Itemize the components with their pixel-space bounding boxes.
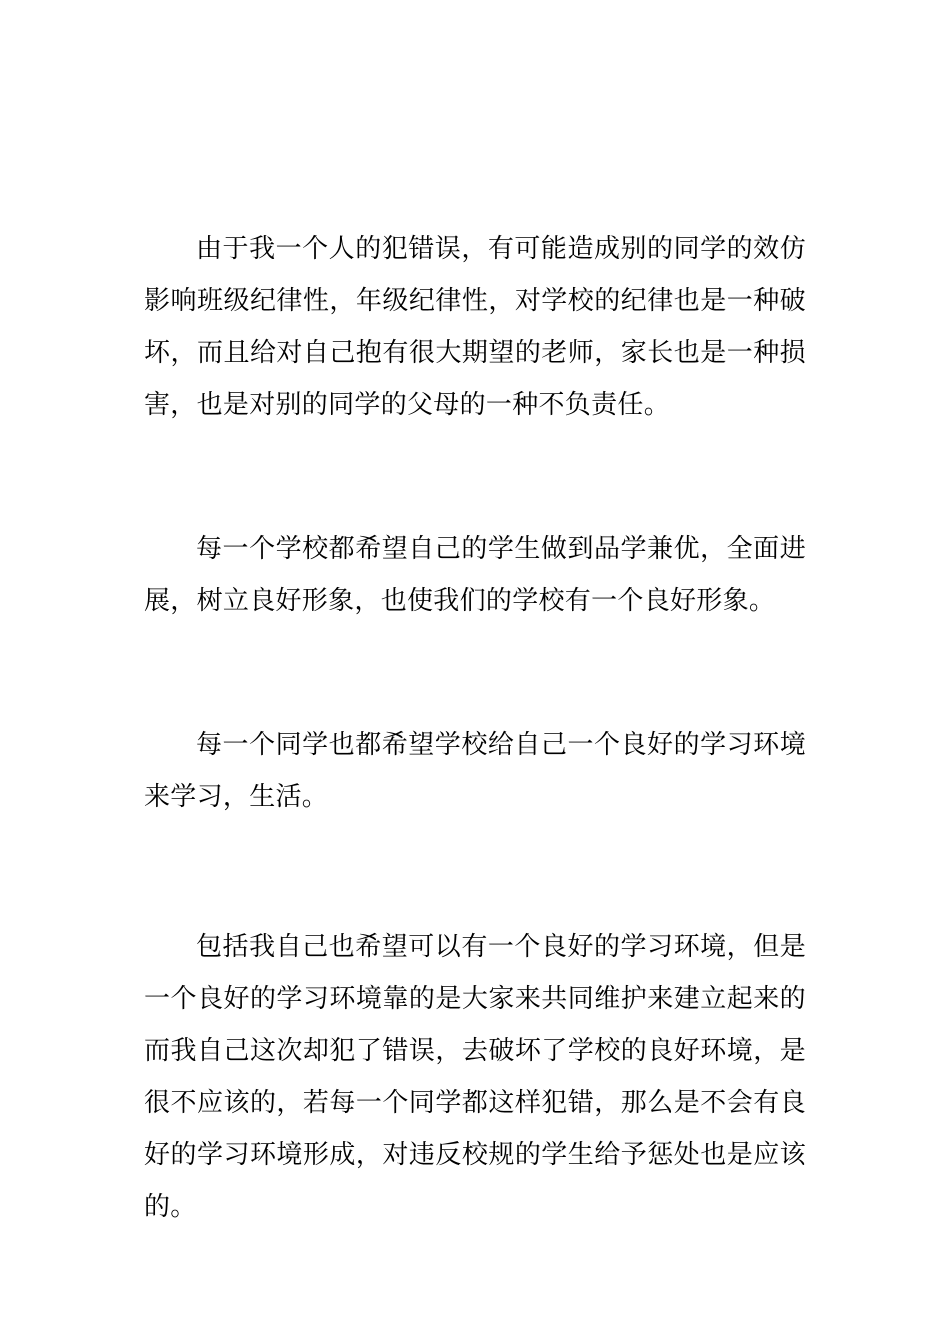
paragraph-1: 由于我一个人的犯错误，有可能造成别的同学的效仿影响班级纪律性，年级纪律性，对学校的纪律也是一种破坏，而且给对自己抱有很大期望的老师，家长也是一种损害，也是对别的同学的父母的一种不负责任。	[144, 234, 806, 420]
paragraph-4: 包括我自己也希望可以有一个良好的学习环境，但是一个良好的学习环境靠的是大家来共同维护来建立起来的而我自己这次却犯了错误，去破坏了学校的良好环境，是很不应该的，若每一个同学都这样犯错，那么是不会有良好的学习环境形成，对违反校规的学生给予惩处也是应该的。	[144, 932, 806, 1222]
paragraph-3: 每一个同学也都希望学校给自己一个良好的学习环境来学习，生活。	[144, 730, 806, 812]
paragraph-2: 每一个学校都希望自己的学生做到品学兼优，全面进展，树立良好形象，也使我们的学校有一个良好形象。	[144, 534, 806, 616]
